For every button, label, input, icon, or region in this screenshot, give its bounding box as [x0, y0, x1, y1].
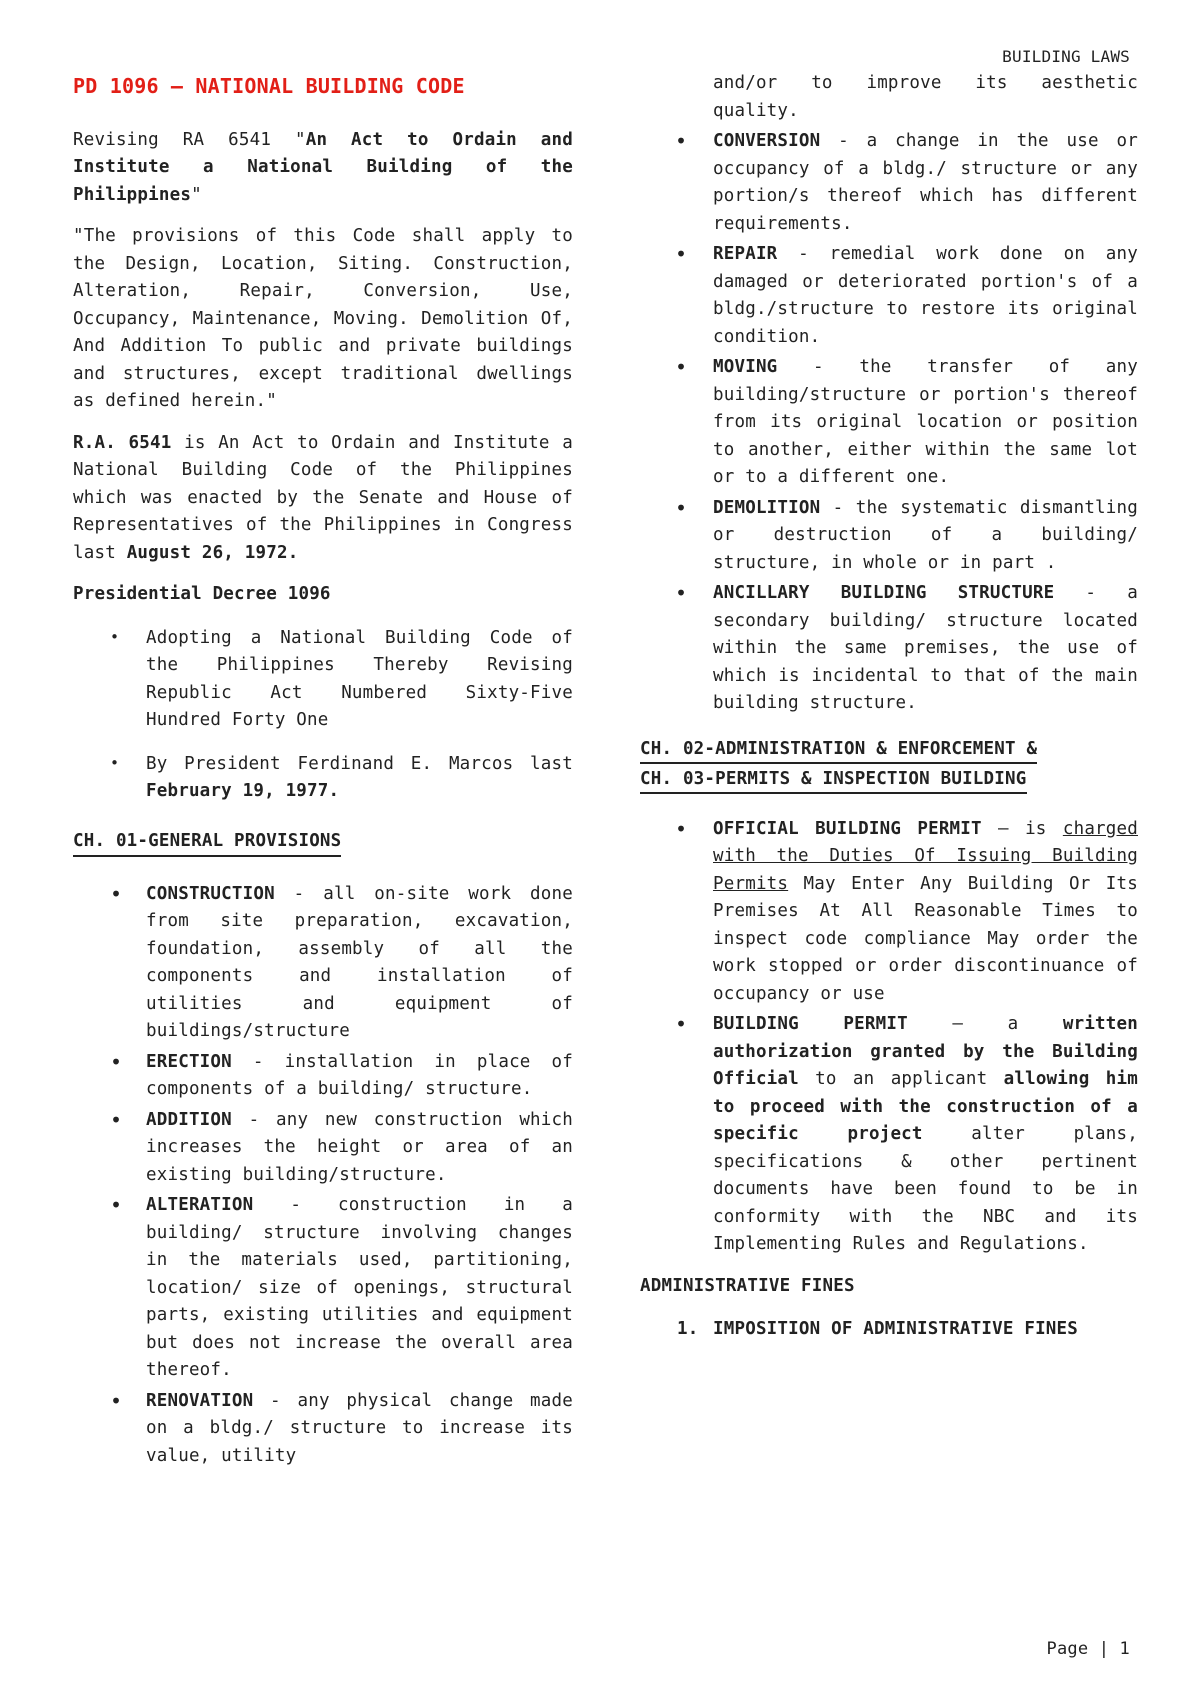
definition-item: • OFFICIAL BUILDING PERMIT – is charged with the Duties Of Issuing Building Permits May Enter Any Building Or Its Premises At All Reasonable Times to inspect code compliance May order the work stopped or order discontinuance of occupancy or use	[640, 816, 1138, 1009]
fines-list	[640, 1316, 1138, 1344]
left-column	[73, 70, 573, 1473]
definition-item: • DEMOLITION - the systematic dismantling or destruction of a building/ structure, in whole or in part .	[640, 495, 1138, 578]
definition-item: • ANCILLARY BUILDING STRUCTURE - a secondary building/ structure located within the same premises, the use of which is incidental to that of the main building structure.	[640, 580, 1138, 718]
definition-item: • ERECTION - installation in place of components of a building/ structure.	[73, 1049, 573, 1104]
administrative-fines-heading: ADMINISTRATIVE FINES	[640, 1275, 855, 1296]
definitions-list-left	[73, 881, 573, 1471]
list-item: 1. IMPOSITION OF ADMINISTRATIVE FINES	[677, 1319, 1079, 1339]
definition-item: • ALTERATION - construction in a building/ structure involving changes in the materials used, partitioning, location/ size of openings, structural parts, existing utilities and equipment but does not increase the overall area thereof.	[73, 1192, 573, 1385]
revising-paragraph: Revising RA 6541 "An Act to Ordain and Institute a National Building of the Philippines"	[73, 129, 574, 205]
chapter-heading-02-03	[640, 734, 1138, 794]
definition-item: • CONSTRUCTION - all on-site work done from site preparation, excavation, foundation, assembly of all the components and installation of utilities and equipment of buildings/structure	[73, 881, 573, 1046]
running-header: BUILDING LAWS	[1002, 47, 1130, 66]
right-column	[640, 70, 1138, 1344]
pd-list	[73, 625, 573, 806]
chapter-heading-03: CH. 03-PERMITS & INSPECTION BUILDING	[640, 766, 1027, 794]
definition-item: • REPAIR - remedial work done on any damaged or deteriorated portion's of a bldg./structure to restore its original condition.	[640, 241, 1138, 351]
definition-continuation: and/or to improve its aesthetic quality.	[713, 73, 1138, 121]
pd-heading: Presidential Decree 1096	[73, 584, 331, 604]
definition-item: • RENOVATION - any physical change made on a bldg./ structure to increase its value, utility	[73, 1388, 573, 1471]
definitions-list-right	[640, 70, 1138, 718]
definition-item: • MOVING - the transfer of any building/structure or portion's thereof from its original location or position to another, either within the same lot or to a different one.	[640, 354, 1138, 492]
chapter-heading-01: CH. 01-GENERAL PROVISIONS	[73, 828, 341, 857]
permits-list	[640, 816, 1138, 1259]
list-item: • Adopting a National Building Code of the Philippines Thereby Revising Republic Act Numbered Sixty-Five Hundred Forty One	[73, 625, 573, 735]
list-item: • By President Ferdinand E. Marcos last February 19, 1977.	[73, 751, 573, 806]
definition-item: • ADDITION - any new construction which increases the height or area of an existing building/structure.	[73, 1107, 573, 1190]
page-number: Page | 1	[1046, 1639, 1130, 1659]
definition-item: • BUILDING PERMIT – a written authorization granted by the Building Official to an applicant allowing him to proceed with the construction of a specific project alter plans, specifications & other pertinent documents have been found to be in conformity with the NBC and its Implementing Rules and Regulations.	[640, 1011, 1138, 1259]
definition-item: • CONVERSION - a change in the use or occupancy of a bldg./ structure or any portion/s thereof which has different requirements.	[640, 128, 1138, 238]
chapter-heading-02: CH. 02-ADMINISTRATION & ENFORCEMENT &	[640, 736, 1037, 764]
document-title: PD 1096 – NATIONAL BUILDING CODE	[73, 74, 465, 98]
scope-quote: "The provisions of this Code shall apply to the Design, Location, Siting. Construction, Alteration, Repair, Conversion, Use, Occupancy, Maintenance, Moving. Demolition Of, And Addition To public and private buildings and structures, except traditional dwellings as defined herein."	[73, 226, 573, 411]
ra-paragraph: R.A. 6541 is An Act to Ordain and Institute a National Building Code of the Philippines which was enacted by the Senate and House of Representatives of the Philippines in Congress last August 26, 1972.	[73, 432, 573, 563]
